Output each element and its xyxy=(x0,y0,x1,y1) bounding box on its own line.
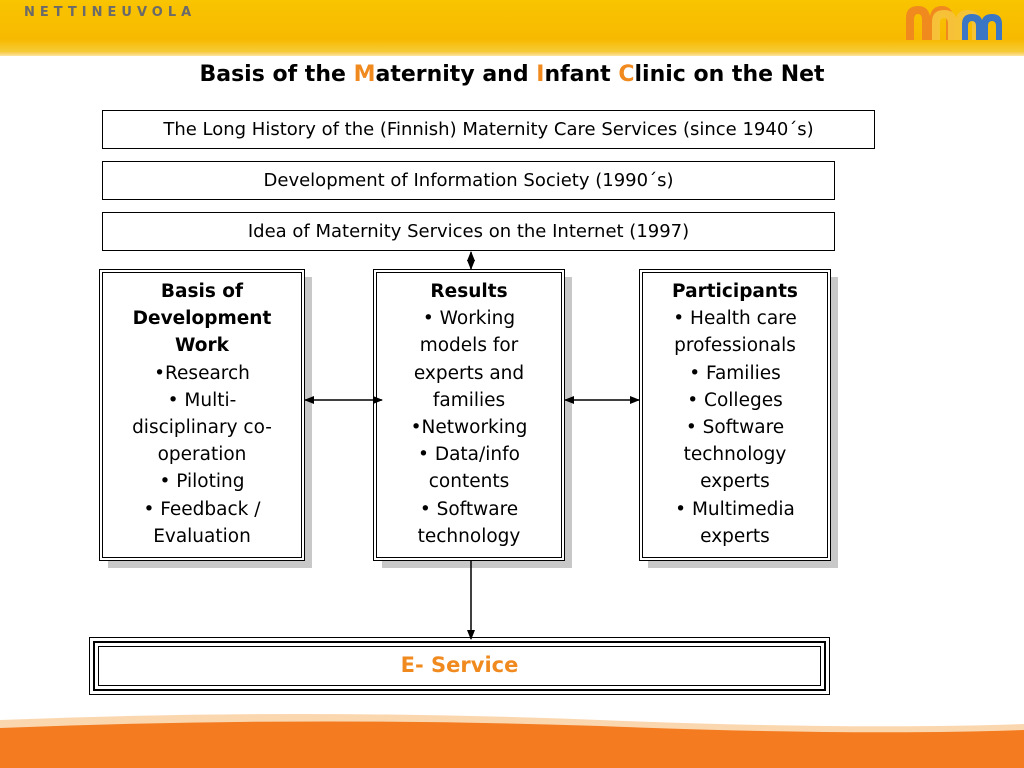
list-item: • Software technology experts xyxy=(683,417,787,493)
list-item: • Health care professionals xyxy=(673,308,797,357)
header-band xyxy=(0,0,1024,56)
internet-idea-box: Idea of Maternity Services on the Internet (1997) xyxy=(102,212,835,251)
title-part3: nfant xyxy=(544,62,619,87)
list-item: • Multi-disciplinary co-operation xyxy=(132,389,272,466)
results-heading: Results xyxy=(430,281,508,302)
title-accent-i: I xyxy=(536,62,545,87)
list-item: • Piloting xyxy=(159,471,245,493)
participants-column xyxy=(639,269,831,561)
basis-heading: Basis of Development Work xyxy=(132,281,272,357)
participants-heading: Participants xyxy=(672,281,798,302)
e-service-frame xyxy=(93,641,826,691)
page-title xyxy=(0,62,1024,87)
history-box: The Long History of the (Finnish) Maternity Care Services (since 1940´s) xyxy=(102,110,875,149)
list-item: •Networking xyxy=(410,417,528,439)
list-item: • Feedback / Evaluation xyxy=(143,498,261,547)
title-accent-m: M xyxy=(353,62,376,87)
basis-column xyxy=(99,269,305,561)
e-service-box xyxy=(89,637,830,695)
title-part1: Basis of the xyxy=(199,62,354,87)
info-society-box: Development of Information Society (1990´s) xyxy=(102,161,835,200)
list-item: • Working models for experts and families xyxy=(413,308,525,411)
title-part2: aternity and xyxy=(375,62,537,87)
list-item: • Families xyxy=(689,362,781,384)
footer-band xyxy=(0,706,1024,768)
e-service-label: E- Service xyxy=(98,646,821,686)
list-item: • Data/info contents xyxy=(418,444,520,493)
list-item: • Software technology xyxy=(417,498,521,547)
list-item: • Colleges xyxy=(687,389,783,411)
results-column xyxy=(373,269,565,561)
nettineuvola-logo-icon xyxy=(902,2,1006,42)
results-list xyxy=(374,305,564,550)
list-item: • Multimedia experts xyxy=(675,498,795,547)
title-part4: linic on the Net xyxy=(634,62,825,87)
brand-name: NETTINEUVOLA xyxy=(24,5,197,20)
basis-list xyxy=(100,360,304,550)
title-accent-c: C xyxy=(618,62,635,87)
list-item: •Research xyxy=(154,362,250,384)
participants-list xyxy=(640,305,830,550)
